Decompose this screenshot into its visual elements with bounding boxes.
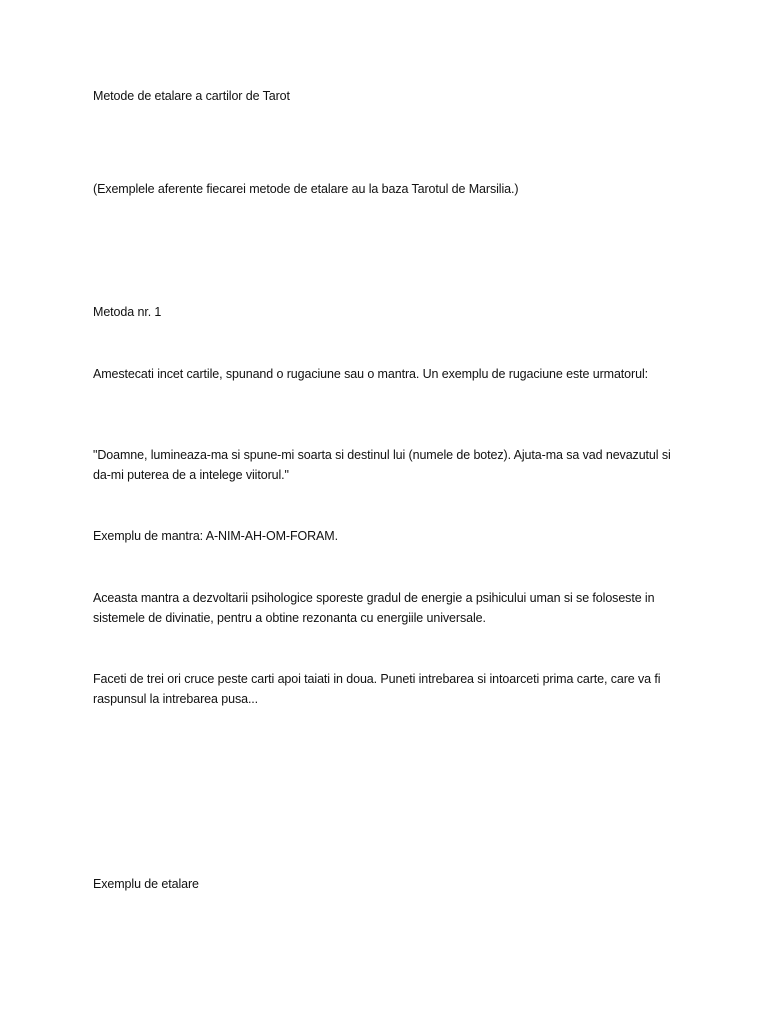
mantra-explanation: Aceasta mantra a dezvoltarii psihologice sporeste gradul de energie a psihicului uman si se foloseste in sistemele de divinatie, pentru a obtine rezonanta cu energiile universale. bbox=[93, 591, 655, 625]
mantra-example: Exemplu de mantra: A-NIM-AH-OM-FORAM. bbox=[93, 529, 338, 543]
intro-paragraph: Amestecati incet cartile, spunand o rugaciune sau o mantra. Un exemplu de rugaciune este urmatorul: bbox=[93, 367, 648, 381]
document-note: (Exemplele aferente fiecarei metode de etalare au la baza Tarotul de Marsilia.) bbox=[93, 182, 519, 196]
method-heading: Metoda nr. 1 bbox=[93, 305, 162, 319]
document-title: Metode de etalare a cartilor de Tarot bbox=[93, 89, 290, 103]
prayer-paragraph: "Doamne, lumineaza-ma si spune-mi soarta si destinul lui (numele de botez). Ajuta-ma sa vad nevazutul si da-mi puterea de a intelege viitorul." bbox=[93, 448, 671, 482]
steps-paragraph: Faceti de trei ori cruce peste carti apoi taiati in doua. Puneti intrebarea si intoarceti prima carte, care va fi raspunsul la intrebarea pusa... bbox=[93, 672, 661, 706]
example-heading: Exemplu de etalare bbox=[93, 877, 199, 891]
